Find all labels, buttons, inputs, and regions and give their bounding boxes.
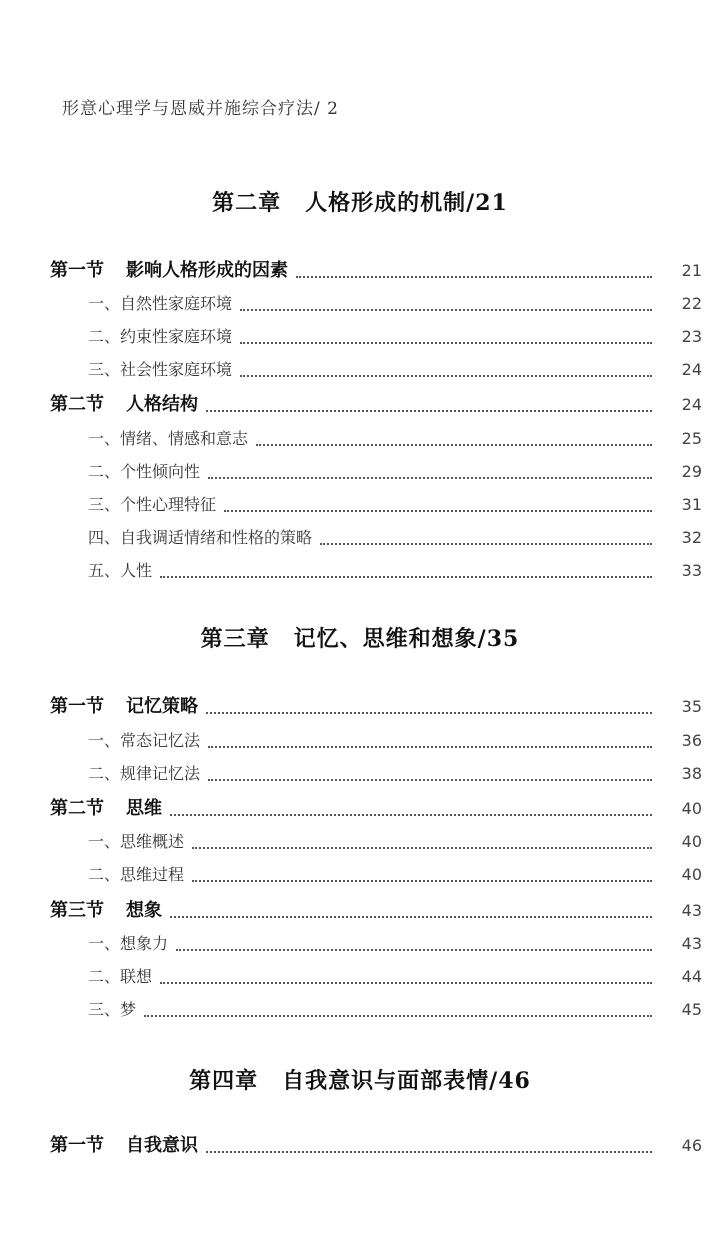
entry-title: 一、想象力 — [88, 934, 169, 953]
page-number: 46 — [681, 1136, 702, 1155]
entry-label — [0, 931, 168, 957]
toc-section-entry[interactable] — [0, 258, 720, 284]
toc-subsection-entry[interactable] — [0, 728, 720, 754]
page-number: 21 — [681, 261, 702, 280]
chapter-number: 第四章 — [189, 1068, 259, 1094]
dot-leader — [208, 720, 652, 748]
chapter-number: 第三章 — [200, 626, 270, 652]
entry-label — [0, 492, 216, 518]
dot-leader — [192, 821, 652, 849]
entry-label — [0, 796, 162, 822]
dot-leader — [240, 316, 652, 344]
page-number: 32 — [681, 528, 702, 547]
toc-subsection-entry[interactable] — [0, 525, 720, 551]
entry-title: 三、梦 — [88, 1000, 137, 1019]
toc-section-entry[interactable] — [0, 796, 720, 822]
dot-leader — [176, 923, 652, 951]
dot-leader — [224, 484, 652, 512]
toc-section-entry[interactable] — [0, 392, 720, 418]
page-number: 40 — [681, 832, 702, 851]
page-number: 25 — [681, 429, 702, 448]
page-number: 36 — [681, 731, 702, 750]
dot-leader — [296, 250, 652, 278]
entry-title: 影响人格形成的因素 — [126, 260, 288, 281]
entry-label — [0, 862, 184, 888]
dot-leader — [144, 989, 652, 1017]
toc-section-entry[interactable] — [0, 694, 720, 720]
page-number: 40 — [681, 865, 702, 884]
entry-title: 四、自我调适情绪和性格的策略 — [88, 528, 313, 547]
entry-title: 人格结构 — [126, 394, 198, 415]
entry-label — [0, 558, 152, 584]
entry-title: 二、约束性家庭环境 — [88, 327, 233, 346]
section-number: 第一节 — [50, 260, 104, 281]
entry-label — [0, 898, 162, 924]
entry-title: 思维 — [126, 798, 162, 819]
entry-title: 五、人性 — [88, 561, 153, 580]
page-number: 40 — [681, 799, 702, 818]
dot-leader — [160, 956, 652, 984]
page-number: 44 — [681, 967, 702, 986]
toc-subsection-entry[interactable] — [0, 426, 720, 452]
entry-title: 一、情绪、情感和意志 — [88, 429, 249, 448]
page-number: 24 — [681, 360, 702, 379]
page-number: 24 — [681, 395, 702, 414]
entry-title: 自我意识 — [126, 1135, 198, 1156]
toc-section-entry[interactable] — [0, 898, 720, 924]
entry-label — [0, 291, 232, 317]
entry-label — [0, 459, 200, 485]
entry-title: 二、规律记忆法 — [88, 764, 201, 783]
entry-label — [0, 525, 312, 551]
dot-leader — [206, 686, 652, 714]
section-number: 第三节 — [50, 900, 104, 921]
chapter-number: 第二章 — [212, 190, 282, 216]
section-number: 第一节 — [50, 696, 104, 717]
toc-subsection-entry[interactable] — [0, 964, 720, 990]
page-number: 29 — [681, 462, 702, 481]
page-number: 43 — [681, 934, 702, 953]
toc-subsection-entry[interactable] — [0, 558, 720, 584]
entry-title: 记忆策略 — [126, 696, 198, 717]
dot-leader — [206, 1125, 652, 1153]
page-number: 35 — [681, 697, 702, 716]
entry-label — [0, 964, 152, 990]
chapter-title: 记忆、思维和想象/35 — [293, 626, 520, 652]
section-number: 第一节 — [50, 1135, 104, 1156]
dot-leader — [170, 890, 652, 918]
dot-leader — [240, 283, 652, 311]
running-header: 形意心理学与恩威并施综合疗法/ 2 — [62, 99, 339, 119]
toc-subsection-entry[interactable] — [0, 492, 720, 518]
chapter-heading — [0, 1064, 720, 1095]
chapter-title: 自我意识与面部表情/46 — [282, 1068, 531, 1094]
entry-label — [0, 426, 248, 452]
chapter-title: 人格形成的机制/21 — [305, 190, 508, 216]
toc-subsection-entry[interactable] — [0, 862, 720, 888]
entry-label — [0, 728, 200, 754]
entry-title: 一、自然性家庭环境 — [88, 294, 233, 313]
chapter-heading — [0, 622, 720, 653]
entry-label — [0, 324, 232, 350]
toc-subsection-entry[interactable] — [0, 931, 720, 957]
entry-title: 一、思维概述 — [88, 832, 185, 851]
entry-label — [0, 761, 200, 787]
chapter-heading — [0, 186, 720, 217]
entry-title: 想象 — [126, 900, 162, 921]
dot-leader — [192, 854, 652, 882]
page-number: 33 — [681, 561, 702, 580]
page-number: 23 — [681, 327, 702, 346]
toc-subsection-entry[interactable] — [0, 324, 720, 350]
page-number: 45 — [681, 1000, 702, 1019]
toc-subsection-entry[interactable] — [0, 459, 720, 485]
entry-label — [0, 997, 136, 1023]
entry-label — [0, 258, 288, 284]
dot-leader — [208, 451, 652, 479]
entry-label — [0, 1133, 198, 1159]
section-number: 第二节 — [50, 798, 104, 819]
page-number: 22 — [681, 294, 702, 313]
entry-title: 一、常态记忆法 — [88, 731, 201, 750]
entry-title: 二、联想 — [88, 967, 153, 986]
toc-subsection-entry[interactable] — [0, 291, 720, 317]
entry-label — [0, 357, 232, 383]
toc-subsection-entry[interactable] — [0, 997, 720, 1023]
toc-subsection-entry[interactable] — [0, 357, 720, 383]
entry-title: 二、个性倾向性 — [88, 462, 201, 481]
page-number: 43 — [681, 901, 702, 920]
dot-leader — [160, 550, 652, 578]
dot-leader — [256, 418, 652, 446]
entry-label — [0, 829, 184, 855]
entry-title: 三、社会性家庭环境 — [88, 360, 233, 379]
toc-subsection-entry[interactable] — [0, 829, 720, 855]
dot-leader — [240, 349, 652, 377]
toc-subsection-entry[interactable] — [0, 761, 720, 787]
entry-label — [0, 694, 198, 720]
toc-section-entry[interactable] — [0, 1133, 720, 1159]
page-number: 31 — [681, 495, 702, 514]
entry-label — [0, 392, 198, 418]
dot-leader — [320, 517, 652, 545]
entry-title: 二、思维过程 — [88, 865, 185, 884]
section-number: 第二节 — [50, 394, 104, 415]
entry-title: 三、个性心理特征 — [88, 495, 217, 514]
page-number: 38 — [681, 764, 702, 783]
dot-leader — [208, 753, 652, 781]
dot-leader — [206, 384, 652, 412]
dot-leader — [170, 788, 652, 816]
